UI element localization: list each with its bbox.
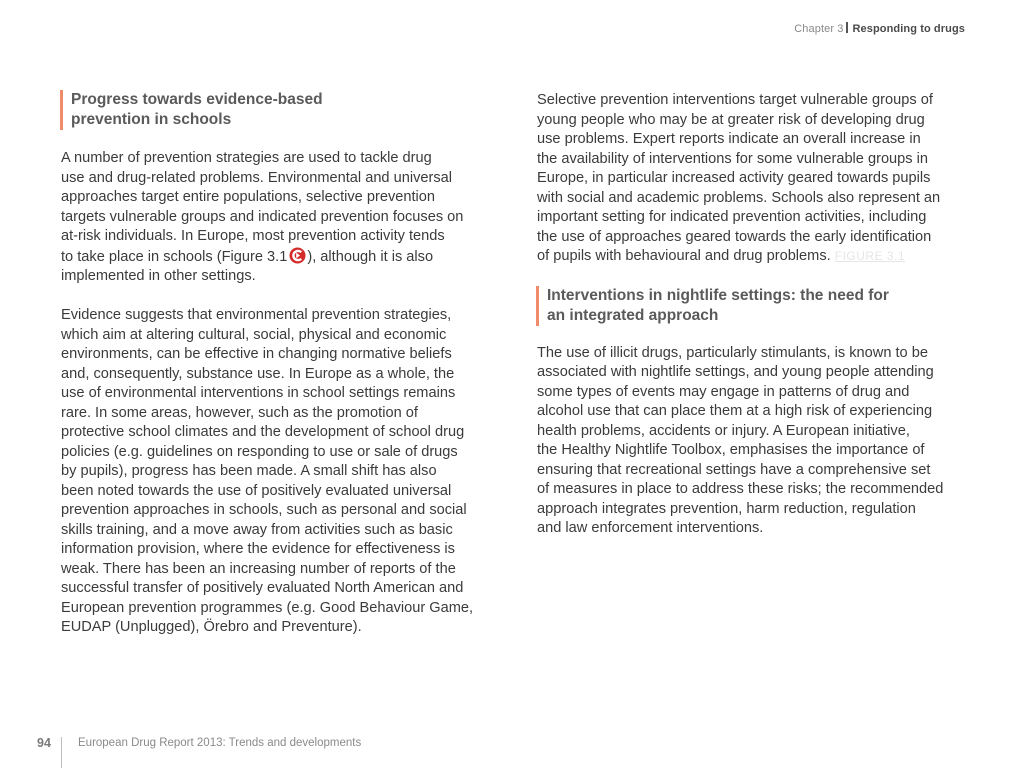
text-line-with-link xyxy=(537,247,967,267)
paragraph-environmental-evidence xyxy=(61,306,501,638)
text-line: implemented in other settings. xyxy=(61,268,256,284)
heading-line: Interventions in nightlife settings: the need for xyxy=(547,286,889,304)
text-line: associated with nightlife settings, and young people attending xyxy=(537,364,934,380)
text-line: skills training, and a move away from activities such as basic xyxy=(61,521,453,538)
text-line: protective school climates and the development of school drug xyxy=(61,424,465,440)
text-line: rare. In some areas, however, such as the promotion of xyxy=(61,404,418,421)
text-line: been noted towards the use of positively evaluated universal xyxy=(61,482,452,499)
text-line: environments, can be effective in changing normative beliefs xyxy=(61,346,452,362)
figure-3-1-link[interactable]: FIGURE 3.1 xyxy=(834,249,906,263)
text-line: at-risk individuals. In Europe, most prevention activity tends xyxy=(61,228,445,244)
text-line: and law enforcement interventions. xyxy=(537,520,764,536)
text-line: the use of approaches geared towards the early identification xyxy=(537,228,932,245)
footer-divider xyxy=(61,737,62,768)
running-header xyxy=(794,22,965,35)
text-line: young people who may be at greater risk of developing drug xyxy=(537,111,925,128)
text-line: the availability of interventions for some vulnerable groups in xyxy=(537,150,929,167)
paragraph-selective-prevention xyxy=(537,91,967,267)
section-label: Responding to drugs xyxy=(852,23,965,35)
text-line: policies (e.g. guidelines on responding to use or sale of drugs xyxy=(61,443,458,460)
text-line: ensuring that recreational settings have a comprehensive set xyxy=(537,461,931,478)
text-fragment: to take place in schools (Figure 3.1 xyxy=(61,248,288,265)
text-line: which aim at altering cultural, social, physical and economic xyxy=(61,326,447,343)
text-line: some types of events may engage in patterns of drug and xyxy=(537,383,910,400)
text-fragment: of pupils with behavioural and drug problems. xyxy=(537,248,831,264)
text-line: approaches target entire populations, selective prevention xyxy=(61,189,436,205)
text-line: Evidence suggests that environmental prevention strategies, xyxy=(61,307,452,323)
text-line: The use of illicit drugs, particularly stimulants, is known to be xyxy=(537,344,928,361)
text-line: prevention approaches in schools, such as personal and social xyxy=(61,502,467,518)
text-line: health problems, accidents or injury. A European initiative, xyxy=(537,422,910,439)
heading-line: prevention in schools xyxy=(71,111,232,128)
text-fragment: ), although it is also xyxy=(307,248,434,265)
text-line: with social and academic problems. Schools also represent an xyxy=(537,189,941,206)
text-line: weak. There has been an increasing number of reports of the xyxy=(61,560,456,577)
heading-line: Progress towards evidence-based xyxy=(71,91,323,108)
header-separator xyxy=(846,22,848,33)
text-line-with-reference xyxy=(61,247,501,268)
text-line: alcohol use that can place them at a high risk of experiencing xyxy=(537,403,933,419)
right-column xyxy=(537,91,967,539)
text-line: important setting for indicated prevention activities, including xyxy=(537,209,927,225)
paragraph-prevention-strategies xyxy=(61,149,501,287)
text-line: use problems. Expert reports indicate an overall increase in xyxy=(537,131,921,147)
text-line: European prevention programmes (e.g. Good Behaviour Game, xyxy=(61,599,474,616)
page-number: 94 xyxy=(37,736,51,750)
publication-title: European Drug Report 2013: Trends and developments xyxy=(78,737,362,749)
chapter-label: Chapter 3 xyxy=(794,23,844,35)
text-line: Selective prevention interventions target vulnerable groups of xyxy=(537,92,933,108)
text-line: A number of prevention strategies are used to tackle drug xyxy=(61,150,432,166)
text-line: use and drug-related problems. Environmental and universal xyxy=(61,169,453,186)
text-line: targets vulnerable groups and indicated prevention focuses on xyxy=(61,208,464,225)
text-line: successful transfer of positively evaluated North American and xyxy=(61,580,464,596)
section-heading-nightlife xyxy=(536,286,967,326)
text-line: the Healthy Nightlife Toolbox, emphasises the importance of xyxy=(537,442,925,458)
left-column xyxy=(61,90,501,638)
text-line: use of environmental interventions in school settings remains xyxy=(61,385,456,401)
text-line: and, consequently, substance use. In Europe as a whole, the xyxy=(61,365,455,382)
text-line: of measures in place to address these risks; the recommended xyxy=(537,481,944,497)
section-heading-schools xyxy=(60,90,501,130)
text-line: EUDAP (Unplugged), Örebro and Preventure). xyxy=(61,619,362,635)
text-line: Europe, in particular increased activity geared towards pupils xyxy=(537,170,931,186)
text-line: approach integrates prevention, harm reduction, regulation xyxy=(537,500,916,517)
paragraph-nightlife xyxy=(537,344,967,539)
text-line: information provision, where the evidence for effectiveness is xyxy=(61,541,455,557)
online-resource-icon[interactable] xyxy=(289,247,306,264)
heading-line: an integrated approach xyxy=(547,306,719,324)
text-line: by pupils), progress has been made. A small shift has also xyxy=(61,463,437,479)
